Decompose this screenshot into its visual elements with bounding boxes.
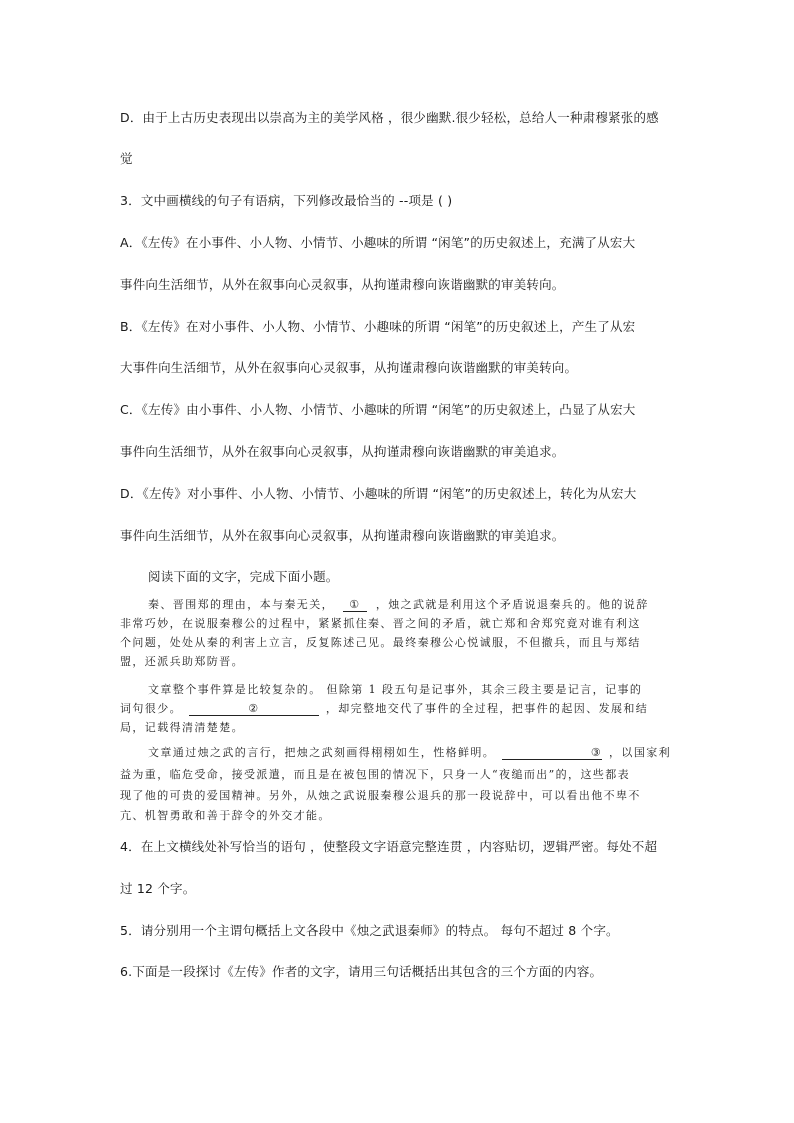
q2-option-d-line-1: D．由于上古历史表现出以崇高为主的美学风格 ，很少幽默.很少轻松，总给人一种肃穆紧张的感 [120, 110, 659, 125]
q4-line-1: 4．在上文横线处补写恰当的语句 ，使整段文字语意完整连贯 ，内容贴切，逻辑严密。每处不超 [120, 839, 658, 854]
q3-option-d-line-2: 事件向生活细节，从外在叙事向心灵叙事，从拘谨肃穆向诙谐幽默的审美追求。 [120, 528, 565, 543]
q3-stem: 3．文中画横线的句子有语病，下列修改最恰当的 --项是 ( ) [120, 193, 453, 208]
passage-p2-line-3: 局，记载得清清楚楚。 [120, 721, 244, 734]
passage-p1-line-3: 个问题，处处从秦的利害上立言，反复陈述己见。最终秦穆公心悦诚服，不但撤兵，而且与郑结 [120, 636, 641, 649]
passage-p1-line-1-end: ，烛之武就是利用这个矛盾说退秦兵的。他的说辞 [375, 598, 649, 611]
blank-3: ③ [502, 746, 602, 760]
passage-p1-line-2: 非常巧妙，在说服秦穆公的过程中，紧紧抓住秦、晋之间的矛盾，就亡郑和舍郑究竟对谁有利这 [120, 617, 641, 630]
q3-option-c-line-1: C．《左传》由小事件、小人物、小情节、小趣味的所谓 “闲笔”的历史叙述上，凸显了从宏大 [120, 402, 636, 417]
q3-option-b-line-2: 大事件向生活细节，从外在叙事向心灵叙事，从拘谨肃穆向诙谐幽默的审美转向。 [120, 360, 578, 375]
passage-p1-line-1-start: 秦、晋围郑的理由，本与秦无关， [148, 598, 334, 611]
passage-p3-line-1-end: ，以国家利 [609, 746, 672, 759]
reading-instruction: 阅读下面的文字，完成下面小题。 [148, 569, 339, 584]
passage-p2-line-2-end: ，却完整地交代了事件的全过程，把事件的起因、发展和结 [325, 702, 649, 715]
passage-p1-line-1 [148, 598, 649, 612]
blank-2: ② [189, 702, 319, 716]
q3-option-b-line-1: B．《左传》在对小事件、小人物、小情节、小趣味的所谓 “闲笔”的历史叙述上，产生了从宏 [120, 319, 636, 334]
q5-line-1: 5．请分别用一个主谓句概括上文各段中《烛之武退秦师》的特点。 每句不超过 8 个字。 [120, 923, 619, 938]
q3-option-a-line-2: 事件向生活细节，从外在叙事向心灵叙事，从拘谨肃穆向诙谐幽默的审美转向。 [120, 277, 565, 292]
passage-p3-line-4: 亢、机智勇敢和善于辞令的外交才能。 [120, 809, 331, 822]
q3-option-a-line-1: A．《左传》在小事件、小人物、小情节、小趣味的所谓 “闲笔”的历史叙述上，充满了从宏大 [120, 235, 636, 250]
passage-p3-line-1-start: 文章通过烛之武的言行，把烛之武刻画得栩栩如生，性格鲜明。 [148, 746, 496, 759]
passage-p2-line-2-start: 词句很少。 [120, 702, 182, 715]
passage-p2-line-1: 文章整个事件算是比较复杂的。 但除第 1 段五句是记事外，其余三段主要是记言，记事的 [148, 683, 643, 696]
q4-line-2: 过 12 个字。 [120, 881, 196, 896]
q6-line-1: 6.下面是一段探讨《左传》作者的文字，请用三句话概括出其包含的三个方面的内容。 [120, 964, 603, 979]
q3-option-c-line-2: 事件向生活细节，从外在叙事向心灵叙事，从拘谨肃穆向诙谐幽默的审美追求。 [120, 444, 565, 459]
passage-p3-line-2: 益为重，临危受命，接受派遣，而且是在被包围的情况下，只身一人“夜缒而出”的，这些都表 [120, 768, 631, 781]
q2-option-d-line-2: 觉 [120, 151, 133, 166]
passage-p3-line-1 [148, 746, 671, 760]
passage-p1-line-4: 盟，还派兵助郑防晋。 [120, 655, 244, 668]
q3-option-d-line-1: D．《左传》对小事件、小人物、小情节、小趣味的所谓 “闲笔”的历史叙述上，转化为从宏大 [120, 486, 637, 501]
passage-p2-line-2 [120, 702, 648, 716]
passage-p3-line-3: 现了他的可贵的爱国精神。另外，从烛之武说服秦穆公退兵的那一段说辞中，可以看出他不卑不 [120, 789, 641, 802]
blank-1: ① [343, 598, 367, 612]
